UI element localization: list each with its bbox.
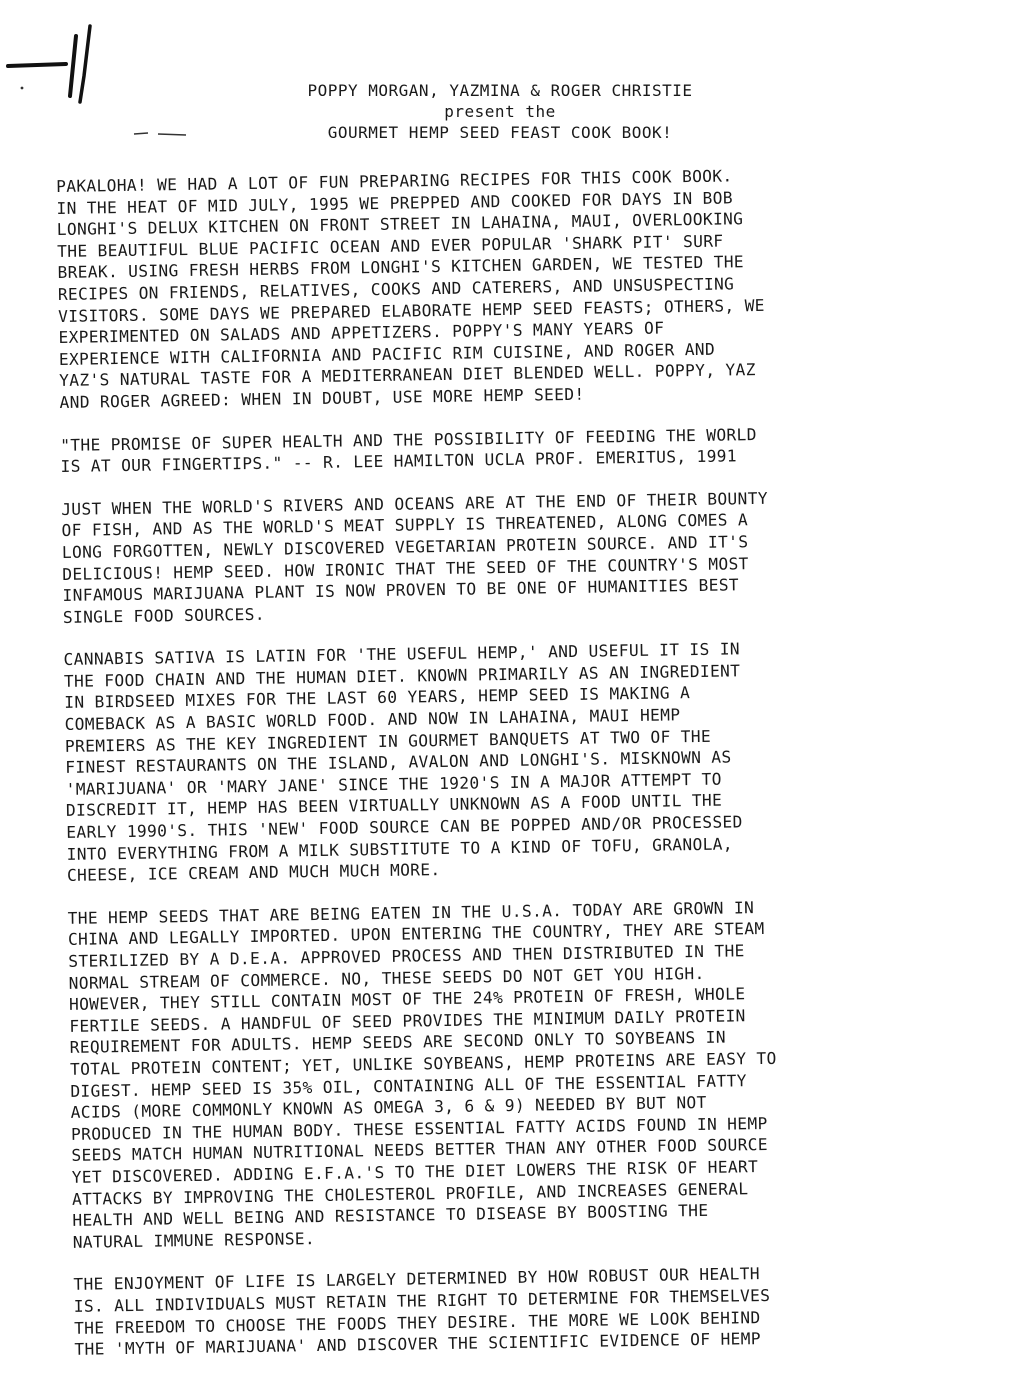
text-line: RECIPES ON FRIENDS, RELATIVES, COOKS AND CATERERS, AND UNSUSPECTING [57, 274, 735, 304]
text-line: JUST WHEN THE WORLD'S RIVERS AND OCEANS ARE AT THE END OF THEIR BOUNTY [61, 488, 768, 519]
paragraph [60, 420, 961, 477]
text-line: COMEBACK AS A BASIC WORLD FOOD. AND NOW IN LAHAINA, MAUI HEMP [64, 705, 681, 734]
text-line: PRODUCED IN THE HUMAN BODY. THESE ESSENTIAL FATTY ACIDS FOUND IN HEMP [70, 1113, 768, 1144]
text-line: DISCREDIT IT, HEMP HAS BEEN VIRTUALLY UNKNOWN AS A FOOD UNTIL THE [65, 791, 723, 821]
handwritten-mark-icon [4, 18, 124, 108]
text-line: SINGLE FOOD SOURCES. [62, 604, 265, 627]
text-line: BREAK. USING FRESH HERBS FROM LONGHI'S KITCHEN GARDEN, WE TESTED THE [57, 252, 745, 283]
document-body [56, 162, 975, 1382]
text-line: REQUIREMENT FOR ADULTS. HEMP SEEDS ARE SECOND ONLY TO SOYBEANS IN [69, 1027, 726, 1058]
text-line: OF FISH, AND AS THE WORLD'S MEAT SUPPLY IS THREATENED, ALONG COMES A [61, 510, 749, 541]
text-line: ACIDS (MORE COMMONLY KNOWN AS OMEGA 3, 6 & 9) NEEDED BY BUT NOT [70, 1093, 707, 1123]
text-line: THE HEMP SEEDS THAT ARE BEING EATEN IN THE U.S.A. TODAY ARE GROWN IN [67, 897, 755, 928]
header-title: GOURMET HEMP SEED FEAST COOK BOOK! [327, 123, 673, 142]
text-line: STERILIZED BY A D.E.A. APPROVED PROCESS AND THEN DISTRIBUTED IN THE [68, 941, 745, 971]
text-line: THE ENJOYMENT OF LIFE IS LARGELY DETERMINED BY HOW ROBUST OUR HEALTH [73, 1264, 760, 1295]
text-line: INTO EVERYTHING FROM A MILK SUBSTITUTE TO A KIND OF TOFU, GRANOLA, [66, 834, 734, 864]
text-line: 'MARIJUANA' OR 'MARY JANE' SINCE THE 1920'S IN A MAJOR ATTEMPT TO [65, 769, 722, 799]
text-line: EARLY 1990'S. THIS 'NEW' FOOD SOURCE CAN BE POPPED AND/OR PROCESSED [66, 812, 743, 842]
text-line: LONGHI'S DELUX KITCHEN ON FRONT STREET IN LAHAINA, MAUI, OVERLOOKING [56, 209, 744, 240]
text-line: THE BEAUTIFUL BLUE PACIFIC OCEAN AND EVER POPULAR 'SHARK PIT' SURF [57, 231, 724, 261]
text-line: IS. ALL INDIVIDUALS MUST RETAIN THE RIGHT TO DETERMINE FOR THEMSELVES [73, 1285, 771, 1316]
text-line: CANNABIS SATIVA IS LATIN FOR 'THE USEFUL HEMP,' AND USEFUL IT IS IN [63, 639, 741, 670]
text-line: "THE PROMISE OF SUPER HEALTH AND THE POSSIBILITY OF FEEDING THE WORLD [60, 424, 757, 455]
text-line: IN BIRDSEED MIXES FOR THE LAST 60 YEARS, HEMP SEED IS MAKING A [64, 683, 691, 713]
text-line: IN THE HEAT OF MID JULY, 1995 WE PREPPED AND COOKED FOR DAYS IN BOB [56, 187, 733, 218]
text-line: ATTACKS BY IMPROVING THE CHOLESTEROL PROFILE, AND INCREASES GENERAL [71, 1178, 749, 1209]
text-line: CHEESE, ICE CREAM AND MUCH MUCH MORE. [66, 860, 441, 886]
text-line: EXPERIMENTED ON SALADS AND APPETIZERS. POPPY'S MANY YEARS OF [58, 318, 665, 348]
text-line: PREMIERS AS THE KEY INGREDIENT IN GOURMET BANQUETS AT TWO OF THE [64, 726, 712, 756]
text-line: INFAMOUS MARIJUANA PLANT IS NOW PROVEN TO BE ONE OF HUMANITIES BEST [62, 575, 740, 606]
text-line: SEEDS MATCH HUMAN NUTRITIONAL NEEDS BETTER THAN ANY OTHER FOOD SOURCE [71, 1135, 769, 1166]
text-line: EXPERIENCE WITH CALIFORNIA AND PACIFIC RIM CUISINE, AND ROGER AND [58, 339, 716, 369]
text-line: AND ROGER AGREED: WHEN IN DOUBT, USE MORE HEMP SEED! [59, 384, 585, 412]
paragraph [56, 162, 960, 414]
text-line: HEALTH AND WELL BEING AND RESISTANCE TO DISEASE BY BOOSTING THE [72, 1201, 709, 1230]
text-line: THE FOOD CHAIN AND THE HUMAN DIET. KNOWN PRIMARILY AS AN INGREDIENT [63, 661, 741, 691]
header-present: present the [444, 102, 556, 121]
paragraph [63, 635, 967, 887]
paragraph [67, 894, 972, 1254]
text-line: VISITORS. SOME DAYS WE PREPARED ELABORATE HEMP SEED FEASTS; OTHERS, WE [58, 295, 765, 326]
text-line: YET DISCOVERED. ADDING E.F.A.'S TO THE DIET LOWERS THE RISK OF HEART [71, 1157, 759, 1187]
text-line: FERTILE SEEDS. A HANDFUL OF SEED PROVIDES THE MINIMUM DAILY PROTEIN [69, 1006, 746, 1036]
text-line: LONG FORGOTTEN, NEWLY DISCOVERED VEGETARIAN PROTEIN SOURCE. AND IT'S [61, 532, 749, 562]
paragraph [61, 485, 963, 629]
text-line: NORMAL STREAM OF COMMERCE. NO, THESE SEEDS DO NOT GET YOU HIGH. [68, 963, 705, 993]
text-line: HOWEVER, THEY STILL CONTAIN MOST OF THE 24% PROTEIN OF FRESH, WHOLE [68, 984, 746, 1015]
text-line: NATURAL IMMUNE RESPONSE. [72, 1228, 316, 1252]
text-line: CHINA AND LEGALLY IMPORTED. UPON ENTERING THE COUNTRY, THEY ARE STEAM [67, 919, 765, 950]
document-header [200, 80, 800, 143]
text-line: DELICIOUS! HEMP SEED. HOW IRONIC THAT THE SEED OF THE COUNTRY'S MOST [62, 553, 749, 584]
text-line: DIGEST. HEMP SEED IS 35% OIL, CONTAINING ALL OF THE ESSENTIAL FATTY [70, 1070, 747, 1101]
text-line: YAZ'S NATURAL TASTE FOR A MEDITERRANEAN DIET BLENDED WELL. POPPY, YAZ [59, 360, 756, 391]
text-line: THE 'MYTH OF MARIJUANA' AND DISCOVER THE SCIENTIFIC EVIDENCE OF HEMP [74, 1329, 762, 1359]
header-authors: POPPY MORGAN, YAZMINA & ROGER CHRISTIE [307, 81, 693, 100]
text-line: THE FREEDOM TO CHOOSE THE FOODS THEY DESIRE. THE MORE WE LOOK BEHIND [73, 1307, 761, 1338]
text-line: IS AT OUR FINGERTIPS." -- R. LEE HAMILTON UCLA PROF. EMERITUS, 1991 [60, 446, 738, 477]
text-line: FINEST RESTAURANTS ON THE ISLAND, AVALON AND LONGHI'S. MISKNOWN AS [65, 747, 732, 778]
stray-dash-mark-icon [132, 128, 188, 138]
paragraph [73, 1260, 974, 1361]
text-line: PAKALOHA! WE HAD A LOT OF FUN PREPARING RECIPES FOR THIS COOK BOOK. [56, 166, 733, 196]
text-line: TOTAL PROTEIN CONTENT; YET, UNLIKE SOYBEANS, HEMP PROTEINS ARE EASY TO [69, 1048, 777, 1079]
